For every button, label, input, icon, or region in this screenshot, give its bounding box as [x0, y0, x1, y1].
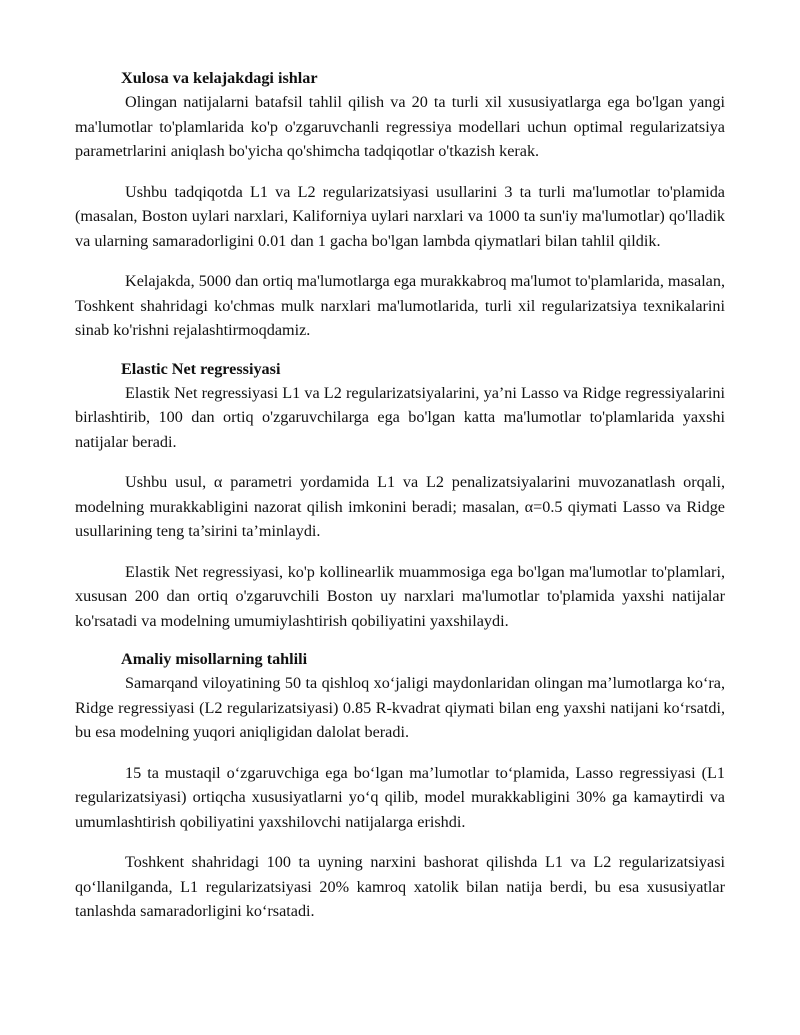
- section-practical-examples: [75, 647, 725, 924]
- paragraph: Ushbu usul, α parametri yordamida L1 va L2 penalizatsiyalarini muvozanatlash orqali, modelning murakkabligini nazorat qilish imkonini beradi; masalan, α=0.5 qiymati Lasso va Ridge usullarining teng ta’sirini ta’minlaydi.: [75, 473, 725, 540]
- paragraph: Elastik Net regressiyasi, ko'p kollinearlik muammosiga ega bo'lgan ma'lumotlar to'plamlari, xususan 200 dan ortiq o'zgaruvchili Boston uy narxlari ma'lumotlar to'plamida yaxshi natijalar ko'rsatadi va modelning umumiylashtirish qobiliyatini yaxshilaydi.: [75, 562, 725, 630]
- section-conclusion: [75, 66, 725, 343]
- document-page: [75, 66, 725, 924]
- paragraph: Olingan natijalarni batafsil tahlil qilish va 20 ta turli xil xususiyatlarga ega bo'lgan yangi ma'lumotlar to'plamlarida ko'p o'zgaruvchanli regressiya modellari uchun optimal regularizatsiya parametrlarini aniqlash bo'yicha qo'shimcha tadqiqotlar o'tkazish kerak.: [75, 93, 725, 160]
- paragraph: Toshkent shahridagi 100 ta uyning narxini bashorat qilishda L1 va L2 regularizatsiyasi qo‘llanilganda, L1 regularizatsiyasi 20% kamroq xatolik bilan natija berdi, bu esa xususiyatlar tanlashda samaradorligini ko‘rsatadi.: [75, 853, 725, 920]
- paragraph: 15 ta mustaqil o‘zgaruvchiga ega bo‘lgan ma’lumotlar to‘plamida, Lasso regressiyasi (L1 regularizatsiyasi) ortiqcha xususiyatlarni yo‘q qilib, model murakkabligini 30% ga kamaytirdi va umumlashtirish qobiliyatini yaxshilovchi natijalarga erishdi.: [75, 763, 725, 831]
- paragraph: Elastik Net regressiyasi L1 va L2 regularizatsiyalarini, ya’ni Lasso va Ridge regressiyalarini birlashtirib, 100 dan ortiq o'zgaruvchilarga ega bo'lgan katta ma'lumotlar to'plamlarida yaxshi natijalar beradi.: [75, 383, 725, 451]
- paragraph: Samarqand viloyatining 50 ta qishloq xo‘jaligi maydonlaridan olingan ma’lumotlarga ko‘ra, Ridge regressiyasi (L2 regularizatsiyasi) 0.85 R-kvadrat qiymati bilan eng yaxshi natijani ko‘rsatdi, bu esa modelning yuqori aniqligidan dalolat beradi.: [75, 674, 725, 741]
- section-heading: Elastic Net regressiyasi: [121, 359, 281, 378]
- paragraph: Ushbu tadqiqotda L1 va L2 regularizatsiyasi usullarini 3 ta turli ma'lumotlar to'plamida (masalan, Boston uylari narxlari, Kaliforniya uylari narxlari va 1000 ta sun'iy ma'lumotlar) qo'lladik va ularning samaradorligini 0.01 dan 1 gacha bo'lgan lambda qiymatlari bilan tahlil qildik.: [75, 182, 725, 250]
- section-heading: Amaliy misollarning tahlili: [121, 650, 308, 668]
- paragraph: Kelajakda, 5000 dan ortiq ma'lumotlarga ega murakkabroq ma'lumot to'plamlarida, masalan, Toshkent shahridagi ko'chmas mulk narxlari ma'lumotlarida, turli xil regularizatsiya texnikalarini sinab ko'rishni rejalashtirmoqdamiz.: [75, 272, 726, 339]
- section-elastic-net: [75, 357, 725, 634]
- section-heading: Xulosa va kelajakdagi ishlar: [121, 69, 318, 87]
